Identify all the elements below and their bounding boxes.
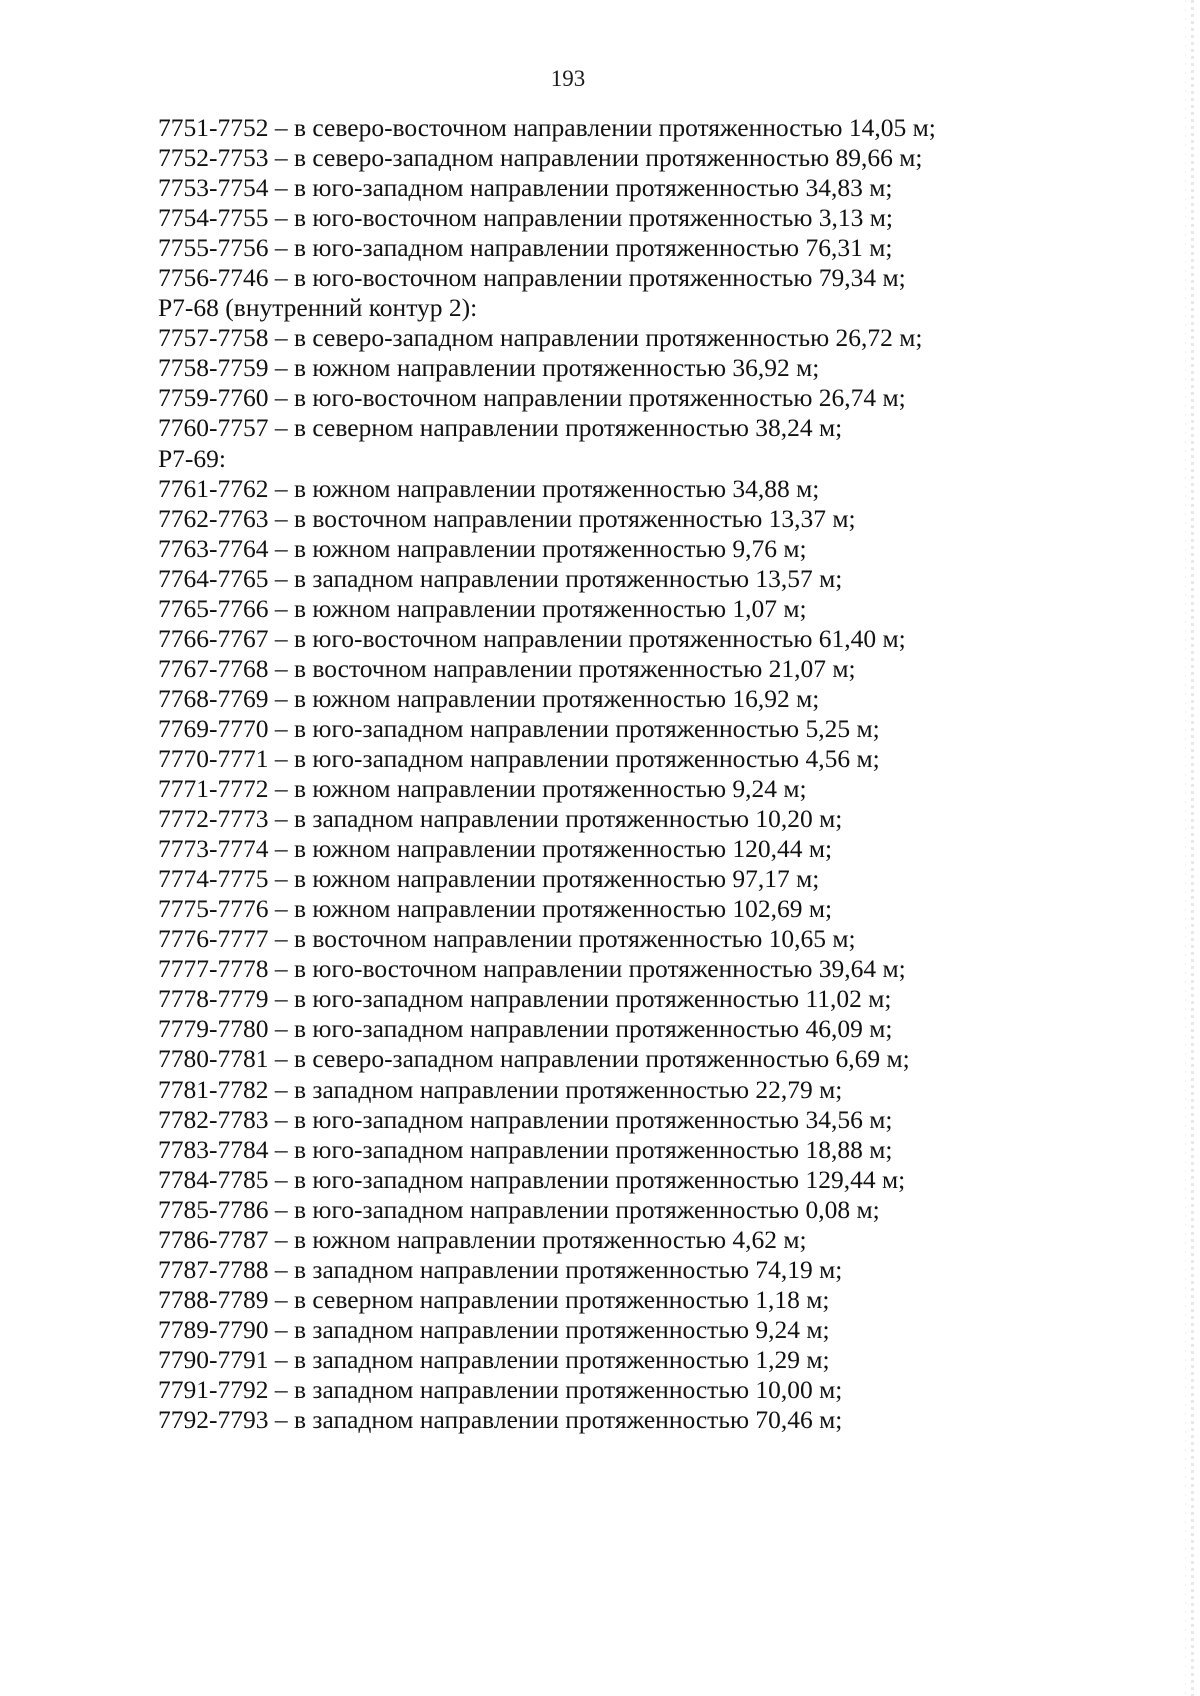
text-line: 7768-7769 – в южном направлении протяженностью 16,92 м; xyxy=(158,683,820,713)
text-line: 7766-7767 – в юго-восточном направлении протяженностью 61,40 м; xyxy=(158,623,906,653)
text-line: 7755-7756 – в юго-западном направлении протяженностью 76,31 м; xyxy=(158,233,893,263)
text-line: 7759-7760 – в юго-восточном направлении протяженностью 26,74 м; xyxy=(158,383,906,413)
text-line: 7775-7776 – в южном направлении протяженностью 102,69 м; xyxy=(158,894,833,924)
text-line: 7774-7775 – в южном направлении протяженностью 97,17 м; xyxy=(158,864,820,894)
text-line: 7765-7766 – в южном направлении протяженностью 1,07 м; xyxy=(158,593,807,623)
scan-edge-artifact-inner xyxy=(1185,0,1186,1696)
text-line: 7769-7770 – в юго-западном направлении протяженностью 5,25 м; xyxy=(158,713,880,743)
text-line: 7756-7746 – в юго-восточном направлении протяженностью 79,34 м; xyxy=(158,263,906,293)
text-line: 7781-7782 – в западном направлении протяженностью 22,79 м; xyxy=(158,1074,843,1104)
page-number: 193 xyxy=(550,66,586,91)
text-line: 7752-7753 – в северо-западном направлении протяженностью 89,66 м; xyxy=(158,143,923,173)
text-line: 7753-7754 – в юго-западном направлении протяженностью 34,83 м; xyxy=(158,173,893,203)
text-line: 7770-7771 – в юго-западном направлении протяженностью 4,56 м; xyxy=(158,743,880,773)
text-line: 7757-7758 – в северо-западном направлении протяженностью 26,72 м; xyxy=(158,323,923,353)
text-line: 7784-7785 – в юго-западном направлении протяженностью 129,44 м; xyxy=(158,1164,906,1194)
text-line: 7787-7788 – в западном направлении протяженностью 74,19 м; xyxy=(158,1254,843,1284)
text-line: 7783-7784 – в юго-западном направлении протяженностью 18,88 м; xyxy=(158,1134,893,1164)
text-line: 7772-7773 – в западном направлении протяженностью 10,20 м; xyxy=(158,804,843,834)
text-line: 7785-7786 – в юго-западном направлении протяженностью 0,08 м; xyxy=(158,1194,880,1224)
text-line: 7788-7789 – в северном направлении протяженностью 1,18 м; xyxy=(158,1284,830,1314)
text-line: 7763-7764 – в южном направлении протяженностью 9,76 м; xyxy=(158,533,807,563)
text-line: 7762-7763 – в восточном направлении протяженностью 13,37 м; xyxy=(158,503,856,533)
text-line: 7761-7762 – в южном направлении протяженностью 34,88 м; xyxy=(158,473,820,503)
text-line: 7767-7768 – в восточном направлении протяженностью 21,07 м; xyxy=(158,653,856,683)
text-line: Р7-68 (внутренний контур 2): xyxy=(158,293,478,323)
text-line: 7792-7793 – в западном направлении протяженностью 70,46 м; xyxy=(158,1405,843,1435)
text-line: 7760-7757 – в северном направлении протяженностью 38,24 м; xyxy=(158,413,843,443)
text-line: 7780-7781 – в северо-западном направлении протяженностью 6,69 м; xyxy=(158,1044,910,1074)
text-line: 7791-7792 – в западном направлении протяженностью 10,00 м; xyxy=(158,1374,843,1404)
text-line: 7773-7774 – в южном направлении протяженностью 120,44 м; xyxy=(158,834,833,864)
text-line: 7758-7759 – в южном направлении протяженностью 36,92 м; xyxy=(158,353,820,383)
text-line: 7782-7783 – в юго-западном направлении протяженностью 34,56 м; xyxy=(158,1104,893,1134)
text-line: 7777-7778 – в юго-восточном направлении протяженностью 39,64 м; xyxy=(158,954,906,984)
text-line: 7754-7755 – в юго-восточном направлении протяженностью 3,13 м; xyxy=(158,203,894,233)
scan-edge-artifact xyxy=(1191,0,1194,1696)
text-line: 7778-7779 – в юго-западном направлении протяженностью 11,02 м; xyxy=(158,984,892,1014)
boundary-description-list xyxy=(158,113,936,1435)
text-line: 7771-7772 – в южном направлении протяженностью 9,24 м; xyxy=(158,774,807,804)
text-line: 7790-7791 – в западном направлении протяженностью 1,29 м; xyxy=(158,1344,830,1374)
text-line: 7776-7777 – в восточном направлении протяженностью 10,65 м; xyxy=(158,924,856,954)
text-line: 7751-7752 – в северо-восточном направлении протяженностью 14,05 м; xyxy=(158,113,936,142)
text-line: 7764-7765 – в западном направлении протяженностью 13,57 м; xyxy=(158,563,843,593)
text-line: 7786-7787 – в южном направлении протяженностью 4,62 м; xyxy=(158,1224,807,1254)
text-line: 7779-7780 – в юго-западном направлении протяженностью 46,09 м; xyxy=(158,1014,893,1044)
text-line: 7789-7790 – в западном направлении протяженностью 9,24 м; xyxy=(158,1314,830,1344)
text-line: Р7-69: xyxy=(158,443,227,473)
